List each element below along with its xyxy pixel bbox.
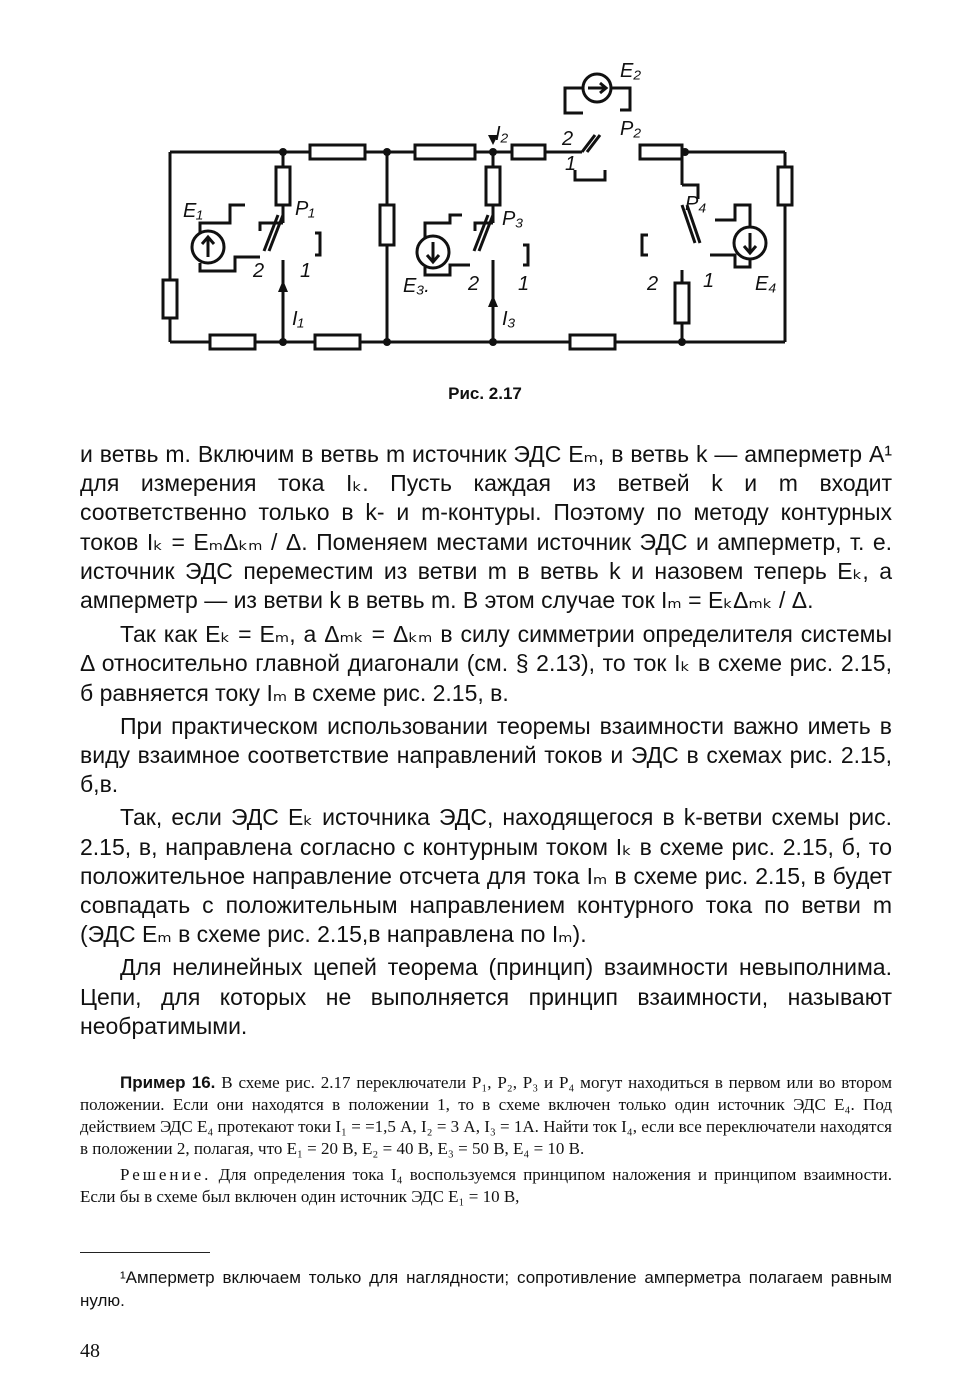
circuit-diagram-fig-2-17 xyxy=(150,55,810,365)
paragraph-5: Для нелинейных цепей теорема (принцип) взаимности невыполнима. Цепи, для которых не выполняется принцип взаимности, называют необратимыми. xyxy=(80,954,892,1039)
solution-label: Решение. xyxy=(120,1165,212,1184)
label-e4: E₄ xyxy=(755,273,777,295)
label-i3: I₃ xyxy=(502,308,516,330)
paragraph-1: и ветвь m. Включим в ветвь m источник ЭДС Eₘ, в ветвь k — амперметр A¹ для измерения тока Iₖ. Пусть каждая из ветвей k и m входит соответственно только в k- и m-контуры. Поэтому по методу контурных токов Iₖ = EₘΔₖₘ / Δ. Поменяем местами источник ЭДС и амперметр, т. е. источник ЭДС переместим из ветви m в ветвь k и назовем теперь Eₖ, а амперметр — из ветви k в ветвь m. В этом случае ток Iₘ = EₖΔₘₖ / Δ. xyxy=(80,441,892,614)
label-e1: E₁ xyxy=(183,200,203,222)
label-p4: P₄ xyxy=(685,193,707,215)
label-e2: E₂ xyxy=(620,60,641,82)
footnote: ¹Амперметр включаем только для наглядности; сопротивление амперметра полагаем равным нулю. xyxy=(80,1268,892,1310)
solution-paragraph xyxy=(80,1164,892,1208)
label-i2: I₂ xyxy=(495,123,509,145)
label-i1: I₁ xyxy=(292,308,304,330)
page-number: 48 xyxy=(80,1340,100,1362)
label-e3: E₃. xyxy=(403,275,430,297)
example-title: Пример 16. xyxy=(120,1073,216,1092)
label-p3: P₃ xyxy=(502,208,524,230)
label-p2: P₂ xyxy=(620,118,641,140)
figure-caption: Рис. 2.17 xyxy=(448,384,522,403)
example-block xyxy=(80,1072,892,1212)
paragraph-4: Так, если ЭДС Eₖ источника ЭДС, находящегося в k-ветви схемы рис. 2.15, в, направлена согласно с контурным током Iₖ в схеме рис. 2.15, б, то положительное направление отсчета для тока Iₘ в схеме рис. 2.15, в будет совпадать с положительным направлением контурного тока по ветви m (ЭДС Eₘ в схеме рис. 2.15,в направлена по Iₘ). xyxy=(80,804,892,948)
example-body: В схеме рис. 2.17 переключатели P₁, P₂, P₃ и P₄ могут находиться в первом или во втором положении. Если они находятся в положении 1, то в схеме включен только один источник ЭДС E₄. Под действием ЭДС E₄ протекают токи I₁ = =1,5 А, I₂ = 3 А, I₃ = 1А. Найти ток I₄, если все переключатели находятся в положении 2, полагая, что E₁ = 20 В, E₂ = 40 В, E₃ = 50 В, E₄ = 10 В. xyxy=(80,1073,893,1158)
solution-text: Для определения тока I₄ воспользуемся принципом наложения и принципом взаимности. Если бы в схеме был включен один источник ЭДС E₁ = 10 В, xyxy=(80,1165,892,1206)
paragraph-2: Так как Eₖ = Eₘ, а Δₘₖ = Δₖₘ в силу симметрии определителя системы Δ относительно главной диагонали (см. § 2.13), то ток Iₖ в схеме рис. 2.15, б равняется току Iₘ в схеме рис. 2.15, в. xyxy=(80,621,892,706)
label-p1: P₁ xyxy=(295,198,315,220)
footnote-rule xyxy=(80,1252,210,1253)
example-paragraph xyxy=(80,1072,892,1160)
label-p1-pos1: 1 xyxy=(300,260,312,282)
main-text xyxy=(80,440,892,1045)
label-p4-pos1: 1 xyxy=(703,270,715,292)
label-p1-pos2: 2 xyxy=(253,260,265,282)
label-p2-pos2: 2 xyxy=(562,128,574,150)
label-p3-pos1: 1 xyxy=(518,273,530,295)
label-p2-pos1: 1 xyxy=(565,153,577,175)
label-p3-pos2: 2 xyxy=(468,273,480,295)
label-p4-pos2: 2 xyxy=(647,273,659,295)
paragraph-3: При практическом использовании теоремы взаимности важно иметь в виду взаимное соответствие направлений токов и ЭДС в схемах рис. 2.15, б,в. xyxy=(80,712,892,798)
